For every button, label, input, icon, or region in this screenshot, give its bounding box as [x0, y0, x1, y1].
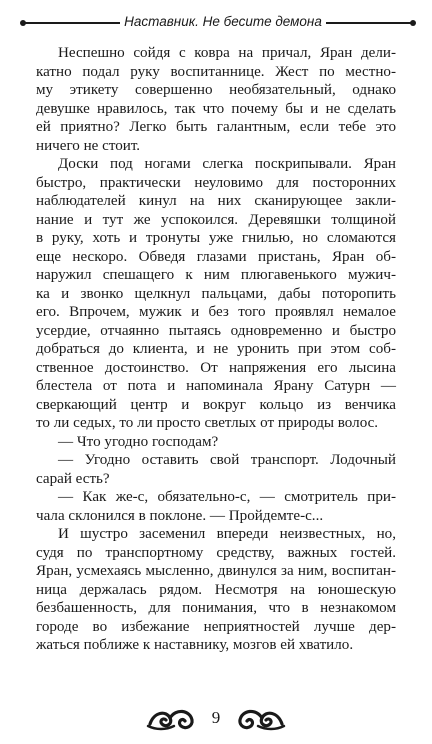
page-number: 9: [211, 708, 221, 727]
text-line: катно подал руку воспитаннице. Жест по местно-: [36, 63, 396, 80]
text-line: ка и звонко щелкнул пальцами, дабы поторопить: [36, 285, 396, 302]
text-line: усердие, отчаянно пытаясь одновременно и быстро: [36, 322, 396, 339]
text-line: в руку, хоть и тронуты уже гнилью, но сломаются: [36, 230, 396, 246]
text-line: — Как же-с, обязательно-с, — смотритель при-: [58, 489, 396, 505]
text-line: безбашенность, для понимания, что в незнакомом: [36, 600, 396, 616]
header-rule-right: [326, 22, 414, 24]
body-text: [36, 44, 396, 655]
ornament-right-icon: [236, 704, 286, 732]
text-line: Яран, усмехаясь мысленно, двинулся за ним, воспитан-: [36, 563, 396, 579]
text-line: чала склонился в поклоне. — Пройдемте-с...: [36, 507, 324, 524]
text-line: ничего не стоит.: [36, 137, 141, 154]
text-line: И шустро засеменил впереди неизвестных, но,: [58, 526, 396, 542]
page-footer: [0, 700, 432, 734]
text-line: быстро, практически неуловимо для посторонних: [36, 174, 396, 191]
text-line: — Угодно оставить свой транспорт. Лодочный: [58, 452, 396, 468]
text-line: сверкающий центр и вокруг кольцо из венчика: [36, 396, 396, 413]
ornament-left-icon: [146, 704, 196, 732]
header-rule-left: [22, 22, 120, 24]
text-line: му этикету совершенно необязательный, однако: [36, 82, 396, 98]
running-head: [0, 12, 432, 32]
text-line: — Что угодно господам?: [58, 433, 219, 450]
text-line: блестела от пота и напоминала Ярану Сатурн —: [36, 378, 396, 394]
text-line: добраться до клиента, и не уронить при этом соб-: [36, 341, 396, 357]
text-line: ница держалась рядом. Несмотря на юношескую: [36, 581, 396, 598]
book-title: Наставник. Не бесите демона: [124, 14, 322, 29]
text-line: еще нескоро. Обведя глазами пристань, Яран об-: [36, 248, 396, 265]
text-line: жаться поближе к наставнику, мозгов ей хватило.: [36, 637, 354, 653]
text-line: наружил спешащего к ним плюгавенького мужич-: [36, 267, 396, 283]
text-line: девушке нравилось, так что почему бы и не сделать: [36, 100, 396, 117]
text-line: Неспешно сойдя с ковра на причал, Яран дели-: [58, 45, 396, 61]
text-line: Доски под ногами слегка поскрипывали. Яран: [58, 156, 396, 172]
text-line: его. Впрочем, мужик и без того проявлял немалое: [36, 304, 396, 320]
text-line: сарай есть?: [36, 470, 110, 487]
text-line: нание и тут же успокоился. Деревяшки толщиной: [36, 211, 396, 228]
text-line: ственное достоинство. От напряжения его лысина: [36, 359, 396, 376]
text-line: городе во избежание неприятностей лучше дер-: [36, 618, 396, 635]
text-line: судя по транспортному средству, важных гостей.: [36, 544, 396, 561]
text-line: наблюдателей кинул на них сканирующее закли-: [36, 193, 396, 209]
text-line: то ли седых, то ли просто светлых от природы волос.: [36, 415, 379, 431]
text-line: ей приятно? Легко быть галантным, если тебе это: [36, 119, 396, 135]
